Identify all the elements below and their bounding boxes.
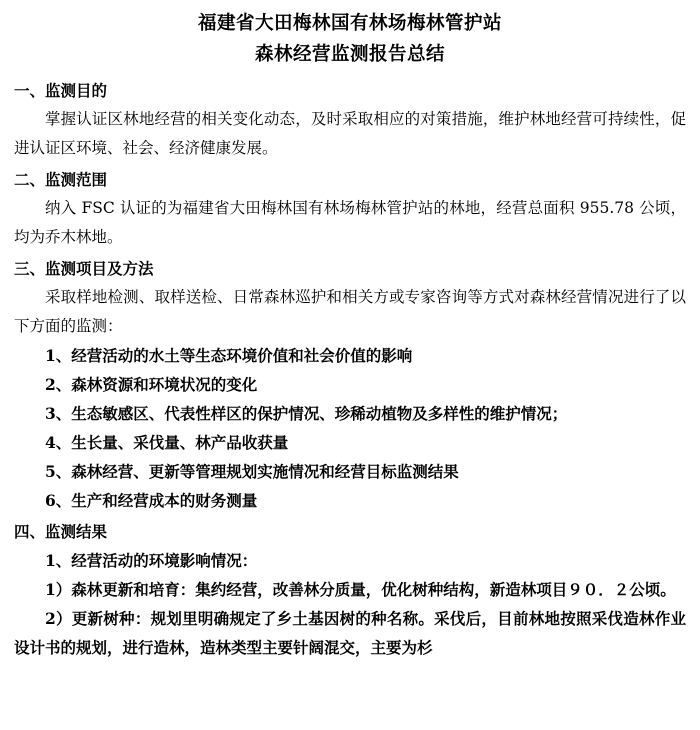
list-item: 3、生态敏感区、代表性样区的保护情况、珍稀动植物及多样性的维护情况； bbox=[45, 404, 568, 423]
list-item: 1）森林更新和培育：集约经营，改善林分质量，优化树种结构，新造林项目９０．２公顷。 bbox=[45, 580, 676, 599]
list-item: 6、生产和经营成本的财务测量 bbox=[45, 491, 258, 510]
section-1-paragraph: 掌握认证区林地经营的相关变化动态，及时采取相应的对策措施，维护林地经营可持续性，促进认证区环境、社会、经济健康发展。 bbox=[14, 110, 686, 157]
document-title-line2: 森林经营监测报告总结 bbox=[254, 44, 445, 65]
list-item: 5、森林经营、更新等管理规划实施情况和经营目标监测结果 bbox=[45, 462, 459, 481]
section-heading-1: 一、监测目的 bbox=[14, 81, 108, 100]
section-heading-2: 二、监测范围 bbox=[14, 170, 108, 189]
section-2-paragraph: 纳入 FSC 认证的为福建省大田梅林国有林场梅林管护站的林地，经营总面积 955.78 公顷，均为乔木林地。 bbox=[14, 199, 686, 246]
list-item: 2）更新树种：规划里明确规定了乡土基因树的种名称。采伐后，目前林地按照采伐造林作业设计书的规划，进行造林，造林类型主要针阔混交，主要为杉 bbox=[14, 609, 686, 657]
list-item: 1、经营活动的水土等生态环境价值和社会价值的影响 bbox=[45, 346, 413, 365]
document-title-line1: 福建省大田梅林国有林场梅林管护站 bbox=[197, 13, 502, 34]
section-heading-3: 三、监测项目及方法 bbox=[14, 259, 154, 278]
list-item: 2、森林资源和环境状况的变化 bbox=[45, 375, 258, 394]
section-heading-4: 四、监测结果 bbox=[14, 522, 108, 541]
list-item: 4、生长量、采伐量、林产品收获量 bbox=[45, 433, 289, 452]
list-item: 1、经营活动的环境影响情况： bbox=[45, 551, 258, 570]
section-3-paragraph: 采取样地检测、取样送检、日常森林巡护和相关方或专家咨询等方式对森林经营情况进行了以下方面的监测： bbox=[14, 288, 686, 335]
